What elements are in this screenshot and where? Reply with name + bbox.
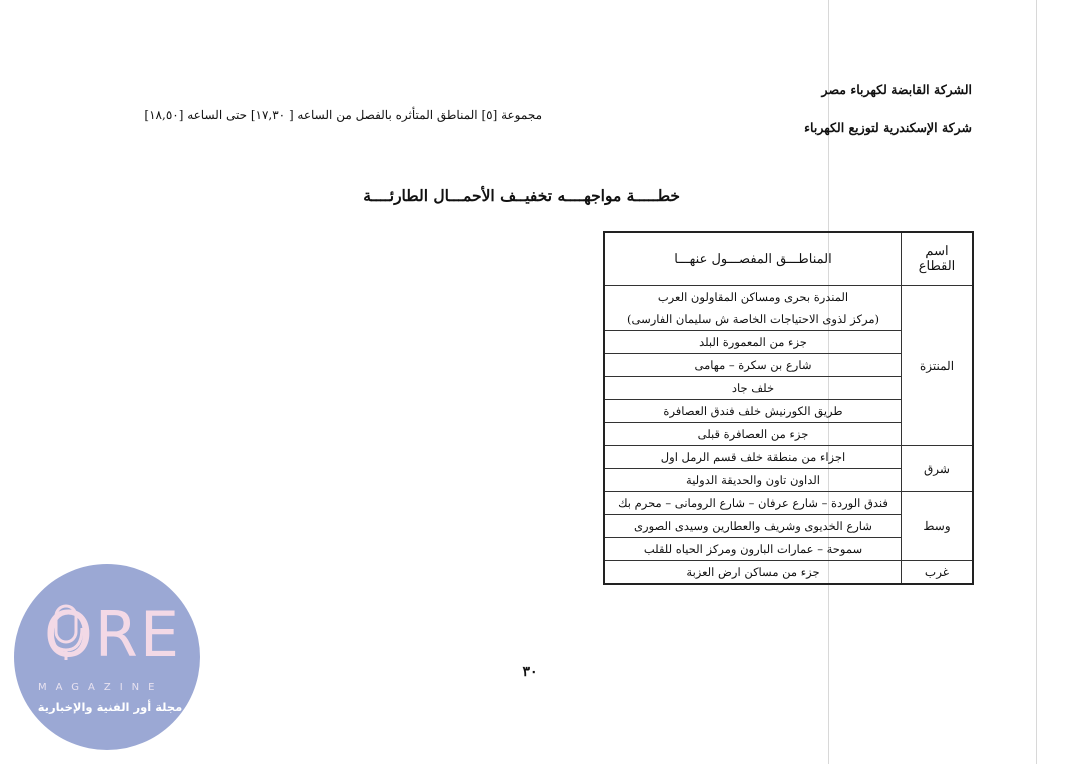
logo-arabic-tagline: مجلة أور الفنية والإخبارية — [37, 700, 183, 714]
area-cell: جزء من مساكن ارض العزبة — [604, 561, 902, 585]
page-number: ٣٠ — [522, 664, 538, 680]
area-line: (مركز لذوى الاحتياجات الخاصة ش سليمان الفارسى) — [627, 312, 879, 326]
area-cell: فندق الوردة – شارع عرفان – شارع الرومانى – محرم بك — [604, 492, 902, 515]
area-cell — [604, 286, 902, 331]
area-cell: الداون تاون والحديقة الدولية — [604, 469, 902, 492]
area-cell: طريق الكورنيش خلف فندق العصافرة — [604, 400, 902, 423]
area-cell: خلف جاد — [604, 377, 902, 400]
area-cell: شارع بن سكرة – مهامى — [604, 354, 902, 377]
sector-column-header: اسم القطاع — [902, 232, 974, 286]
table-row — [604, 446, 973, 469]
area-cell: اجزاء من منطقة خلف قسم الرمل اول — [604, 446, 902, 469]
logo-subtitle: MAGAZINE — [38, 682, 164, 693]
sector-west: غرب — [902, 561, 974, 585]
area-cell: سموحة – عمارات البارون ومركز الحياه للقلب — [604, 538, 902, 561]
areas-column-header: المناطـــق المفصـــول عنهـــا — [604, 232, 902, 286]
sector-montaza: المنتزة — [902, 286, 974, 446]
company-name-alexandria: شركة الإسكندرية لتوزيع الكهرباء — [804, 120, 972, 135]
area-cell: جزء من العصافرة قبلى — [604, 423, 902, 446]
sector-east: شرق — [902, 446, 974, 492]
scan-divider-right — [1036, 0, 1037, 764]
sector-center: وسط — [902, 492, 974, 561]
table-row — [604, 286, 973, 331]
area-line: المندرة بحرى ومساكن المقاولون العرب — [657, 290, 849, 304]
area-cell: جزء من المعمورة البلد — [604, 331, 902, 354]
table-row — [604, 492, 973, 515]
plan-title: خطـــــة مواجهــــه تخفيــف الأحمـــال الطارئــــة — [363, 186, 680, 205]
magazine-logo-watermark — [14, 564, 200, 750]
load-shedding-table — [603, 231, 974, 585]
logo-brand-text: ORE — [44, 598, 182, 671]
area-cell: شارع الخديوى وشريف والعطارين وسيدى الصورى — [604, 515, 902, 538]
company-name-holding: الشركة القابضة لكهرباء مصر — [821, 82, 972, 97]
group-schedule-line: مجموعة [٥] المناطق المتأثره بالفصل من الساعه [ ١٧,٣٠] حتى الساعه [١٨,٥٠] — [144, 108, 542, 122]
table-row — [604, 561, 973, 585]
table-header-row — [604, 232, 973, 286]
